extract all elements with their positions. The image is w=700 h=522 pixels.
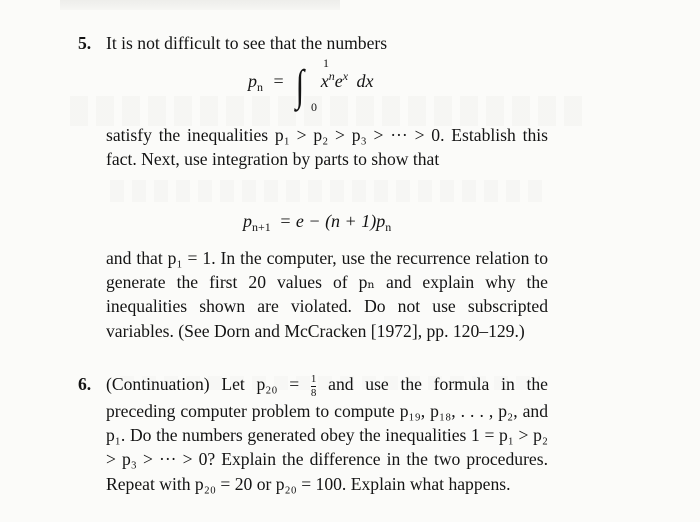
problem-5-intro: It is not difficult to see that the numbers <box>106 33 388 53</box>
problem-number: 6. <box>78 374 92 394</box>
integral-sign: ∫ <box>295 61 305 110</box>
problem-number: 5. <box>78 33 92 53</box>
problem-5-inequality-text: satisfy the inequalities p₁ > p₂ > p₃ > ··· > 0. Establish this fact. Next, use integration by parts to show that <box>106 125 548 170</box>
problem-5 <box>78 31 548 55</box>
inequality: p₁ > p₂ > p₃ > ··· > 0. <box>274 125 445 145</box>
problem-5-conclusion: and that p₁ = 1. In the computer, use the recurrence relation to generate the first 20 values of pₙ and explain why the inequalities shown are violated. Do not use subscripted variables. (See Dorn and McCracken [1972], pp. 120–129.) <box>106 248 548 341</box>
fraction-one-eighth: $\frac{1}{8}$ <box>310 373 317 399</box>
top-scan-strip <box>60 0 340 10</box>
integral-equation: $p_n$ = ∫ 1 0 $x^ne^x$ dx <box>248 56 374 114</box>
bleed-through <box>110 180 550 202</box>
problem-6: 6. (Continuation) Let p₂₀ = $\frac{1}{8}$ and use the formula in the preceding computer problem to compute p₁₉, p₁₈, . . . , p₂, and p₁. Do the numbers generated obey the inequalities 1 = p₁ > p₂ > p₃ > ··· > 0? Explain the difference in the two procedures. Repeat with p₂₀ = 20 or p₂₀ = 100. Explain what happens. <box>78 373 548 494</box>
recurrence-equation: $p_{n+1} = e - (n + 1)p_n$ <box>243 211 392 234</box>
